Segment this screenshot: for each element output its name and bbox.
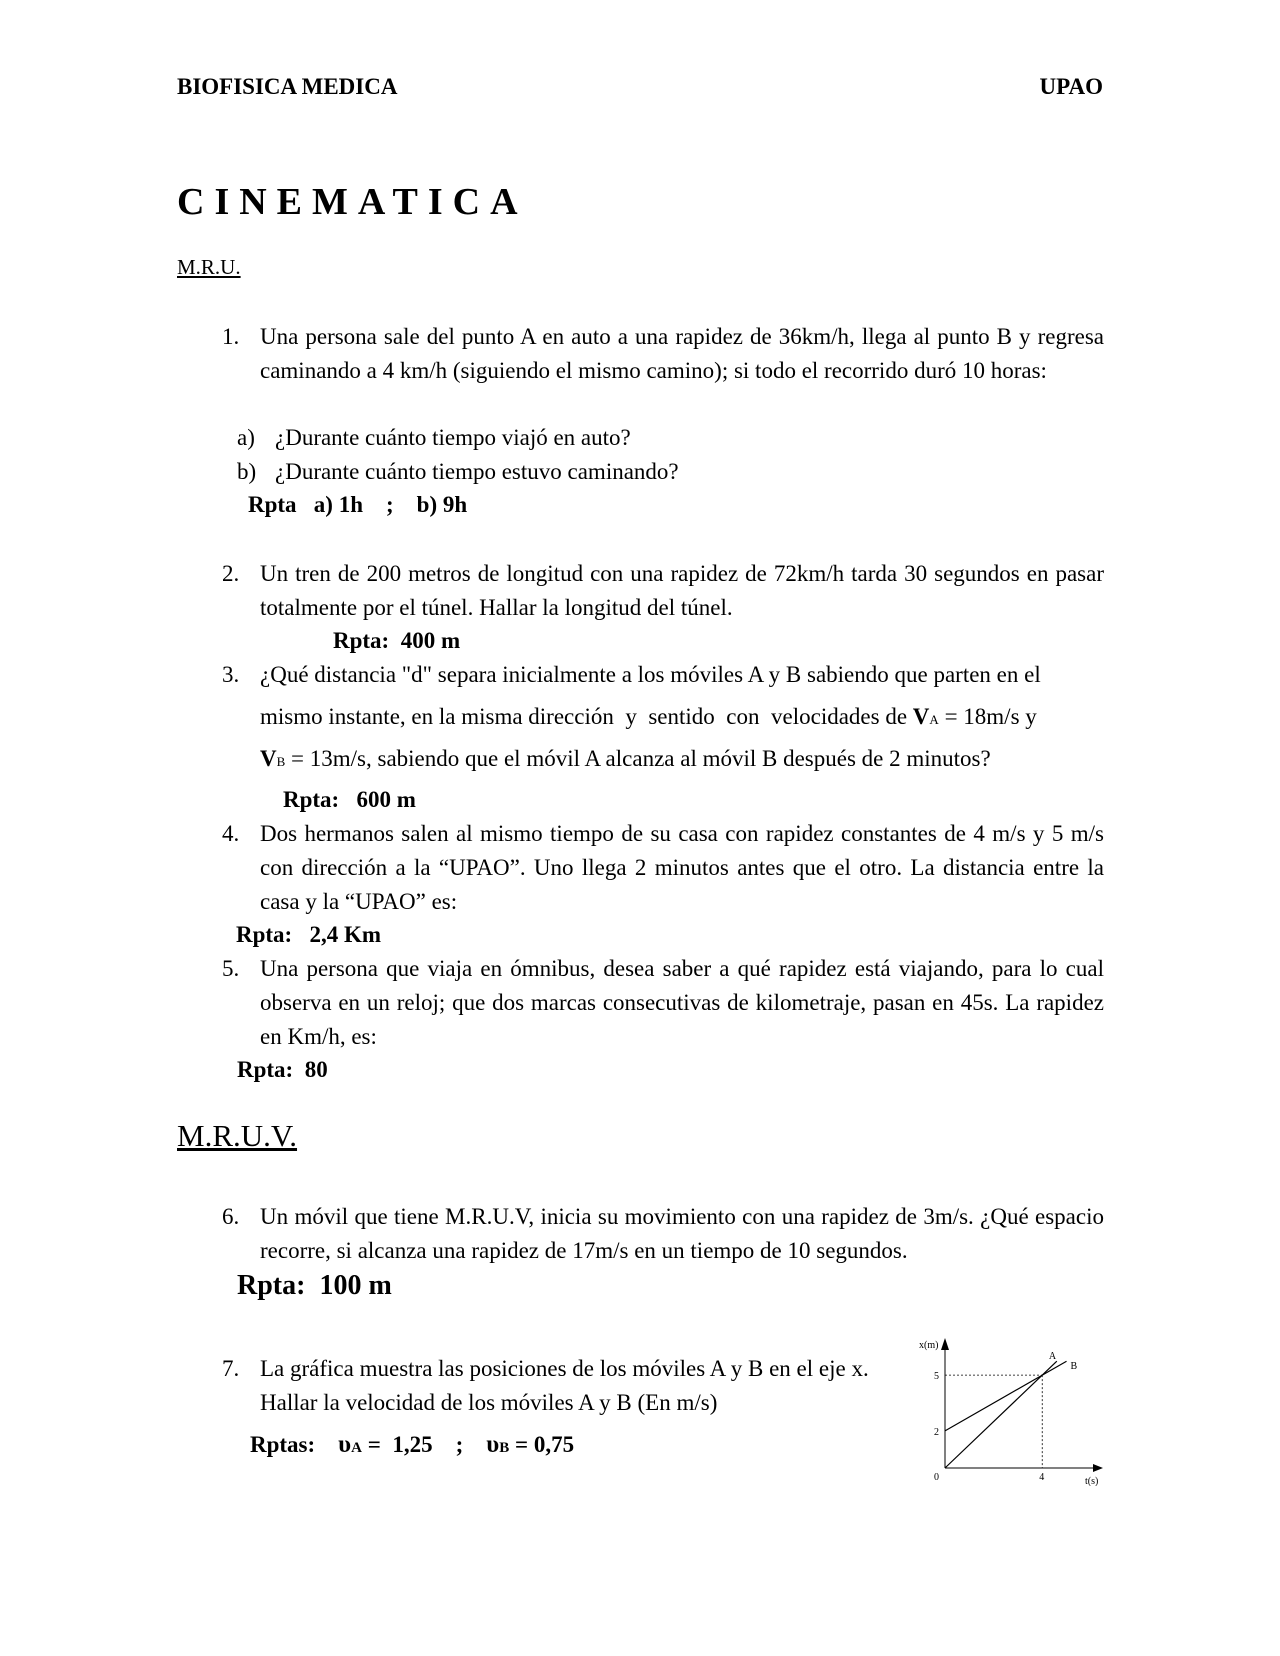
velocity-a-symbol: V xyxy=(912,704,930,729)
problem-5-text: Una persona que viaja en ómnibus, desea saber a qué rapidez está viajando, para lo cual observa en un reloj; que dos marcas consecutivas de kilometraje, pasan en 45s. La rapidez en Km/h, es: xyxy=(260,956,1104,1049)
problem-1-sub-b: ¿Durante cuánto tiempo estuvo caminando? xyxy=(275,459,679,484)
y-axis-label: x(m) xyxy=(919,1340,939,1351)
problem-2-number: 2. xyxy=(222,561,240,586)
x-axis-label: t(s) xyxy=(1085,1476,1099,1486)
problem-4-answer: Rpta: 2,4 Km xyxy=(236,922,382,947)
problem-3-line-2 xyxy=(260,700,1104,737)
header-university: UPAO xyxy=(1039,74,1103,99)
x-tick-label-4: 4 xyxy=(1039,1472,1045,1483)
problem-4-text: Dos hermanos salen al mismo tiempo de su casa con rapidez constantes de 4 m/s y 5 m/s con dirección a la “UPAO”. Uno llega 2 minutos antes que el otro. La distancia entre la casa y la “UPAO” es: xyxy=(260,821,1104,914)
velocity-b-symbol: V xyxy=(260,746,277,771)
page-title: CINEMATICA xyxy=(177,181,528,223)
problem-3-line-2-text: mismo instante, en la misma dirección y sentido con velocidades de xyxy=(260,704,913,729)
problem-1-text: Una persona sale del punto A en auto a una rapidez de 36km/h, llega al punto B y regresa caminando a 4 km/h (siguiendo el mismo camino); si todo el recorrido duró 10 horas: xyxy=(260,324,1104,383)
problem-3-line-3 xyxy=(260,742,1104,779)
velocity-a-subscript: A xyxy=(351,1440,362,1456)
header-course: BIOFISICA MEDICA xyxy=(177,74,398,99)
series-a-line xyxy=(945,1361,1057,1468)
problem-5-number: 5. xyxy=(222,956,240,981)
problem-6-text: Un móvil que tiene M.R.U.V, inicia su movimiento con una rapidez de 3m/s. ¿Qué espacio recorre, si alcanza una rapidez de 17m/s en un tiempo de 10 segundos. xyxy=(260,1204,1104,1263)
section-mru-heading: M.R.U. xyxy=(177,255,241,279)
velocity-b-subscript: B xyxy=(276,754,286,769)
series-b-label: B xyxy=(1070,1361,1078,1373)
problem-4-number: 4. xyxy=(222,821,240,846)
problem-2-text: Un tren de 200 metros de longitud con una rapidez de 72km/h tarda 30 segundos en pasar totalmente por el túnel. Hallar la longitud del túnel. xyxy=(260,561,1104,620)
y-axis-arrow xyxy=(941,1338,949,1350)
problem-3-number: 3. xyxy=(222,662,240,687)
y-tick-label-5: 5 xyxy=(934,1371,939,1383)
y-tick-label-2: 2 xyxy=(934,1426,939,1438)
problem-6-number: 6. xyxy=(222,1204,240,1229)
problem-3-line-3-text: = 13m/s, sabiendo que el móvil A alcanza al móvil B después de 2 minutos? xyxy=(285,746,991,771)
problem-7-number: 7. xyxy=(222,1356,240,1381)
problem-3-answer: Rpta: 600 m xyxy=(283,787,416,812)
problem-7-text: La gráfica muestra las posiciones de los móviles A y B en el eje x. Hallar la velocidad de los móviles A y B (En m/s) xyxy=(260,1356,869,1415)
problem-6-answer: Rpta: 100 m xyxy=(237,1270,392,1301)
problem-1-sub-a-label: a) xyxy=(237,425,255,450)
velocity-a-answer: = 1,25 xyxy=(362,1432,433,1457)
problem-1-sub-a: ¿Durante cuánto tiempo viajó en auto? xyxy=(275,425,631,450)
velocity-a-symbol: υ xyxy=(338,1431,352,1458)
problem-7-answer xyxy=(250,1428,574,1465)
series-a-label: A xyxy=(1048,1351,1057,1363)
velocity-b-symbol: υ xyxy=(486,1431,500,1458)
problem-2-answer: Rpta: 400 m xyxy=(333,628,461,653)
problem-3-line-1: ¿Qué distancia "d" separa inicialmente a los móviles A y B sabiendo que parten en el xyxy=(260,662,1041,687)
velocity-a-value: = 18m/s y xyxy=(938,704,1037,729)
position-time-chart xyxy=(905,1336,1105,1486)
problem-1-sub-b-label: b) xyxy=(237,459,257,484)
answer-separator: ; xyxy=(455,1432,464,1457)
velocity-b-subscript: B xyxy=(499,1440,510,1456)
problem-7-answer-label: Rptas: xyxy=(250,1432,316,1457)
velocity-b-answer: = 0,75 xyxy=(509,1432,575,1457)
problem-5-answer: Rpta: 80 xyxy=(237,1057,328,1082)
velocity-a-subscript: A xyxy=(929,712,939,727)
x-axis-arrow xyxy=(1093,1464,1103,1472)
series-b-line xyxy=(945,1361,1067,1431)
problem-1-number: 1. xyxy=(222,324,240,349)
origin-tick-label: 0 xyxy=(934,1472,939,1483)
section-mruv-heading: M.R.U.V. xyxy=(177,1118,298,1153)
problem-1-answer: Rpta a) 1h ; b) 9h xyxy=(248,492,468,517)
